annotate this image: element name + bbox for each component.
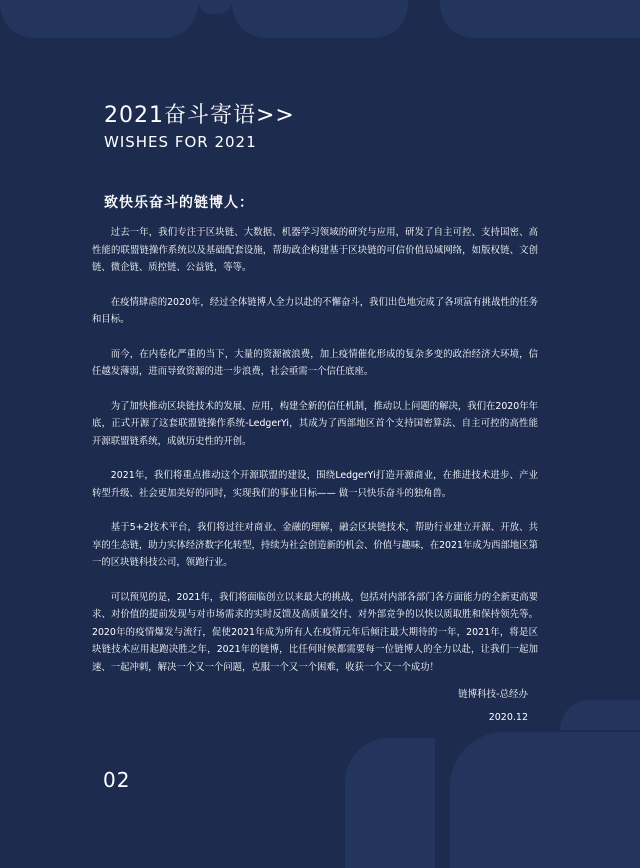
letter-date: 2020.12 [488, 712, 528, 723]
page-number: 02 [103, 768, 131, 792]
page-subtitle: WISHES FOR 2021 [104, 133, 257, 151]
header [104, 102, 295, 152]
decor-shape-top-left [0, 0, 198, 38]
decor-shape-top-left-arc [198, 0, 232, 14]
letter-paragraph: 为了加快推动区块链技术的发展、应用，构建全新的信任机制，推动以上问题的解决，我们在2020年年底，正式开源了这套联盟链操作系统-LedgerYi，其成为了西部地区首个支持国密算法、自主可控的高性能开源联盟链系统，成就历史性的开创。 [92, 400, 538, 447]
decor-shape-bottom-left [345, 738, 435, 868]
decor-shape-top-right [440, 0, 640, 38]
letter-signature-block [458, 683, 528, 729]
letter-paragraph: 过去一年，我们专注于区块链、大数据、机器学习领域的研究与应用，研发了自主可控、支持国密、高性能的联盟链操作系统以及基础配套设施，帮助政企构建基于区块链的可信价值局域网络，如版权链、文创链、微企链、质控链、公益链，等等。 [92, 227, 538, 273]
letter-paragraph: 基于5+2技术平台，我们将过往对商业、金融的理解，融会区块链技术，帮助行业建立开源、开放、共享的生态链，助力实体经济数字化转型，持续为社会创造新的机会、价值与趣味，在2021年成为西部地区第一的区块链科技公司，领跑行业。 [92, 522, 538, 568]
decor-shape-bottom-far-right [560, 700, 640, 730]
letter-paragraph: 在疫情肆虐的2020年，经过全体链博人全力以赴的不懈奋斗，我们出色地完成了各项富有挑战性的任务和目标。 [92, 296, 538, 325]
letter-greeting: 致快乐奋斗的链博人： [104, 195, 254, 211]
decor-shape-bottom-right [450, 732, 640, 868]
decor-shape-top-center [232, 0, 408, 38]
letter-body [92, 224, 538, 693]
letter-paragraph: 而今，在内卷化严重的当下，大量的资源被浪费，加上疫情催化形成的复杂多变的政治经济大环境，信任越发薄弱，进而导致资源的进一步浪费，社会亟需一个信任底座。 [92, 348, 538, 377]
page-title: 2021奋斗寄语>> [104, 103, 295, 128]
letter-signature: 链博科技-总经办 [458, 689, 528, 700]
letter-paragraph: 2021年，我们将重点推动这个开源联盟的建设，围绕LedgerYi打造开源商业，在推进技术进步、产业转型升级、社会更加美好的同时，实现我们的事业目标—— 做一只快乐奋斗的独角兽。 [92, 470, 538, 499]
letter-paragraph: 可以预见的是，2021年，我们将面临创立以来最大的挑战，包括对内部各部门各方面能力的全新更高要求、对价值的提前发现与对市场需求的实时反馈及高质量交付、对外部竞争的以快以质取胜和保持领先等。2020年的疫情爆发与流行，促使2021年成为所有人在疫情元年后倾注最大期待的一年，2021年，将是区块链技术应用起跑决胜之年，2021年的链博，比任何时候都需要每一位链博人的全力以赴，让我们一起加速、一起冲刺，解决一个又一个问题，克服一个又一个困难，收获一个又一个成功！ [92, 591, 538, 673]
